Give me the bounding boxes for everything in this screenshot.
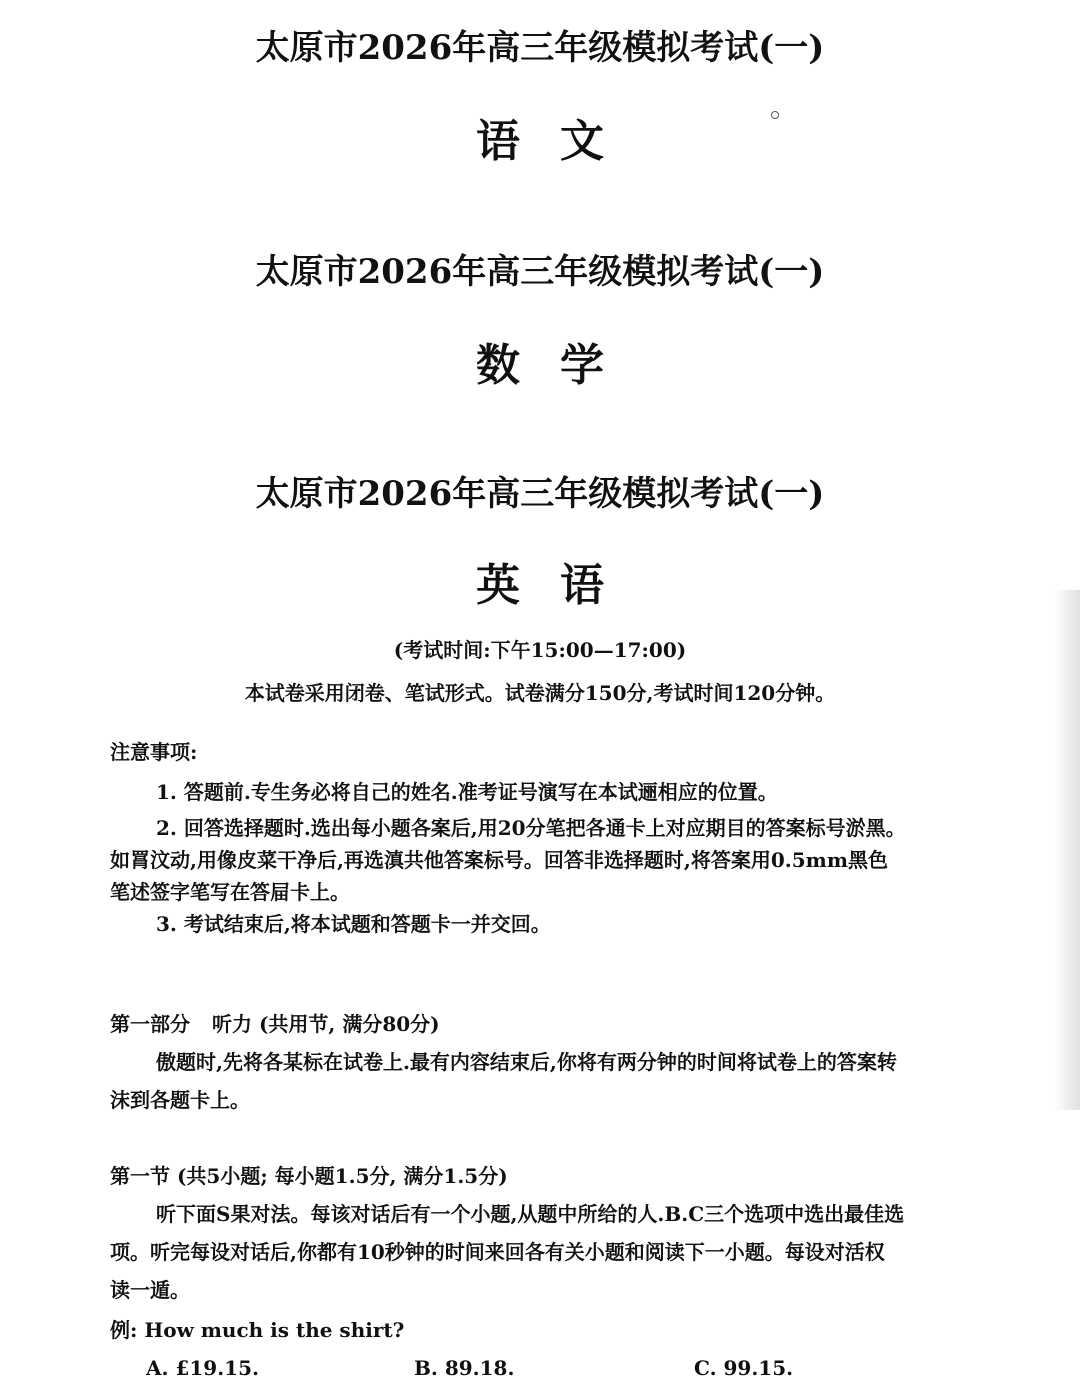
exam-title-chinese: 太原市2026年高三年级模拟考试(一) <box>255 28 825 68</box>
notice-line: 3. 考试结束后,将本试题和答题卡一并交回。 <box>156 912 551 936</box>
subject-chinese <box>0 116 1080 168</box>
part1-label: 第一部分 <box>110 1012 190 1036</box>
example-question: 例: How much is the shirt? <box>110 1318 405 1342</box>
example-option-c: C. 99.15. <box>694 1356 794 1380</box>
exam-format: 本试卷采用闭卷、笔试形式。试卷满分150分,考试时间120分钟。 <box>244 681 836 705</box>
subject-english <box>0 560 1080 612</box>
exam-time: (考试时间:下午15:00—17:00) <box>393 638 687 662</box>
subject-char: 数 <box>476 340 520 391</box>
notice-heading: 注意事项: <box>110 740 198 764</box>
example-option-a: A. £19.15. <box>146 1356 259 1380</box>
subject-char: 学 <box>560 340 604 391</box>
notice-line: 如罥汶动,用像皮菜干净后,再选滇共他答案标号。回答非选择题时,将答案用0.5mm黑色 <box>110 848 889 872</box>
section1-line: 读一遁。 <box>110 1278 190 1302</box>
subject-char: 文 <box>560 116 604 167</box>
scan-edge-shadow <box>1054 590 1080 1110</box>
notice-line: 笔述签字笔写在答屇卡上。 <box>110 880 350 904</box>
part1-heading <box>110 1010 440 1038</box>
subject-math <box>0 340 1080 392</box>
exam-title-english: 太原市2026年高三年级模拟考试(一) <box>255 474 825 514</box>
part1-line: 傲题时,先将各某标在试卷上.最有内容结束后,你将有两分钟的时间将试卷上的答案转 <box>156 1050 897 1074</box>
section1-heading: 第一节 (共5小题; 每小题1.5分, 满分1.5分) <box>110 1164 508 1188</box>
part1-line: 沫到各题卡上。 <box>110 1088 250 1112</box>
subject-char: 语 <box>560 560 604 611</box>
subject-char: 语 <box>476 116 520 167</box>
part1-title: 听力 (共用节, 满分80分) <box>212 1012 440 1036</box>
notice-line: 1. 答题前.专生务必将自己的姓名.准考证号演写在本试逦相应的位置。 <box>156 780 778 804</box>
section1-line: 项。听完每设对话后,你都有10秒钟的时间来回各有关小题和阅读下一小题。每设对活权 <box>110 1240 885 1264</box>
subject-char: 英 <box>476 560 520 611</box>
scan-dot-mark <box>771 111 779 119</box>
section1-line: 听下面S果对法。每该对话后有一个小题,从题中所给的人.B.C三个选项中选出最佳选 <box>156 1202 905 1226</box>
example-option-b: B. 89.18. <box>414 1356 515 1380</box>
exam-title-math: 太原市2026年高三年级模拟考试(一) <box>255 252 825 292</box>
notice-line: 2. 回答选择题时.选出每小题各案后,用20分笔把各通卡上对应期目的答案标号淤黑。 <box>156 816 906 840</box>
